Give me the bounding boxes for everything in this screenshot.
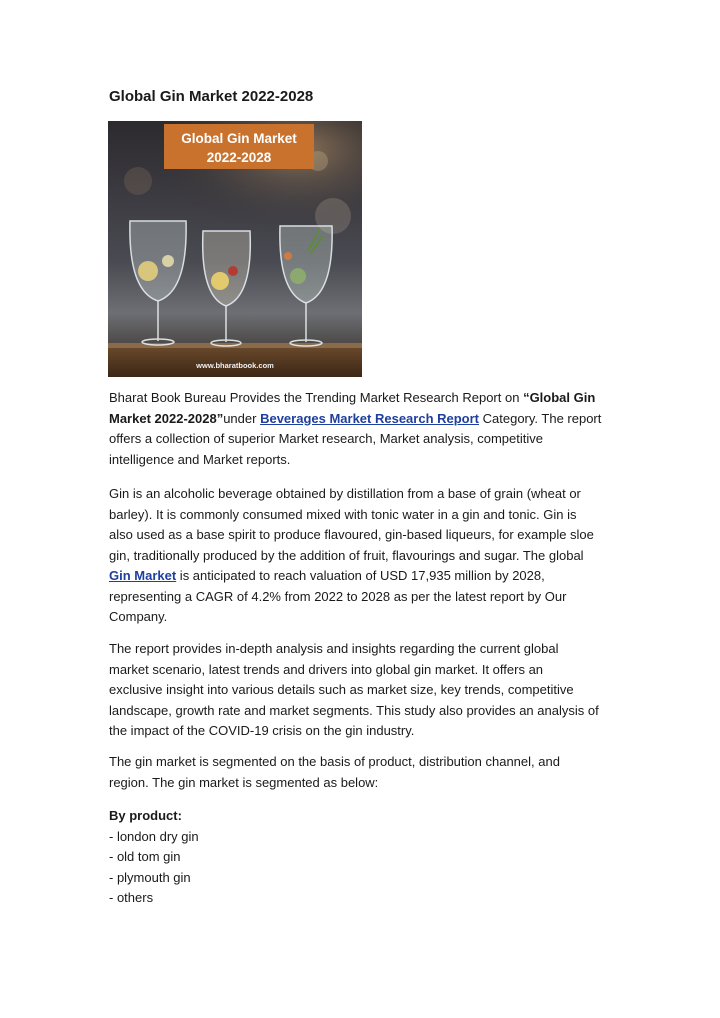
product-segment-list	[109, 806, 609, 909]
segmentation-paragraph	[109, 752, 609, 793]
hero-image	[108, 121, 362, 377]
intro-bold-a: “Global Gin	[523, 390, 596, 405]
gin-market-link[interactable]: Gin Market	[109, 568, 177, 583]
banner-line2: 2022-2028	[206, 150, 272, 165]
intro-paragraph	[109, 388, 609, 470]
intro-line3: offers a collection of superior Market research, Market analysis, competitive	[109, 431, 543, 446]
report-analysis-paragraph	[109, 639, 609, 742]
segment-item: - plymouth gin	[109, 869, 191, 885]
analysis-line5: the impact of the COVID-19 crisis on the gin industry.	[109, 723, 415, 738]
banner-line1: Global Gin Market	[181, 131, 297, 146]
analysis-line4: landscape, growth rate and market segments. This study also provides an analysis of	[109, 702, 599, 718]
segment-item: - london dry gin	[109, 828, 199, 844]
gin-desc-line3: also used as a base spirit to produce flavoured, gin-based liqueurs, for example sloe	[109, 527, 594, 542]
gin-desc-line7: Company.	[109, 609, 168, 624]
intro-bold-b: Market 2022-2028”	[109, 410, 224, 426]
intro-text-c: Category. The report	[479, 410, 602, 426]
segmentation-line1: The gin market is segmented on the basis of product, distribution channel, and	[109, 754, 560, 769]
gin-desc-line4: gin, traditionally produced by the addition of fruit, flavourings and sugar. The global	[109, 547, 584, 563]
beverages-report-link[interactable]: Beverages Market Research Report	[260, 410, 480, 426]
intro-text-b: under	[223, 410, 261, 426]
document-title: Global Gin Market 2022-2028	[109, 88, 314, 105]
intro-text-a: Bharat Book Bureau Provides the Trending Market Research Report on	[109, 390, 524, 405]
gin-glasses-illustration	[108, 121, 362, 377]
analysis-line2: market scenario, latest trends and drivers into global gin market. It offers an	[109, 661, 544, 677]
segment-item: - others	[109, 890, 154, 905]
analysis-line1: The report provides in-depth analysis and insights regarding the current global	[109, 641, 559, 656]
gin-desc-line6: representing a CAGR of 4.2% from 2022 to 2028 as per the latest report by Our	[109, 588, 567, 604]
segmentation-line2: region. The gin market is segmented as below:	[109, 774, 379, 790]
gin-desc-line2: barley). It is commonly consumed mixed with tonic water in a gin and tonic. Gin is	[109, 506, 577, 522]
gin-description-paragraph	[109, 484, 609, 628]
analysis-line3: exclusive insight into various details such as market size, key trends, competitive	[109, 682, 574, 697]
watermark-text: www.bharatbook.com	[196, 361, 274, 370]
segment-item: - old tom gin	[109, 849, 181, 864]
gin-desc-line1: Gin is an alcoholic beverage obtained by distillation from a base of grain (wheat or	[109, 486, 581, 501]
segment-heading: By product:	[109, 808, 182, 823]
gin-desc-line5: is anticipated to reach valuation of USD 17,935 million by 2028,	[176, 568, 545, 583]
intro-line4: intelligence and Market reports.	[109, 451, 291, 467]
